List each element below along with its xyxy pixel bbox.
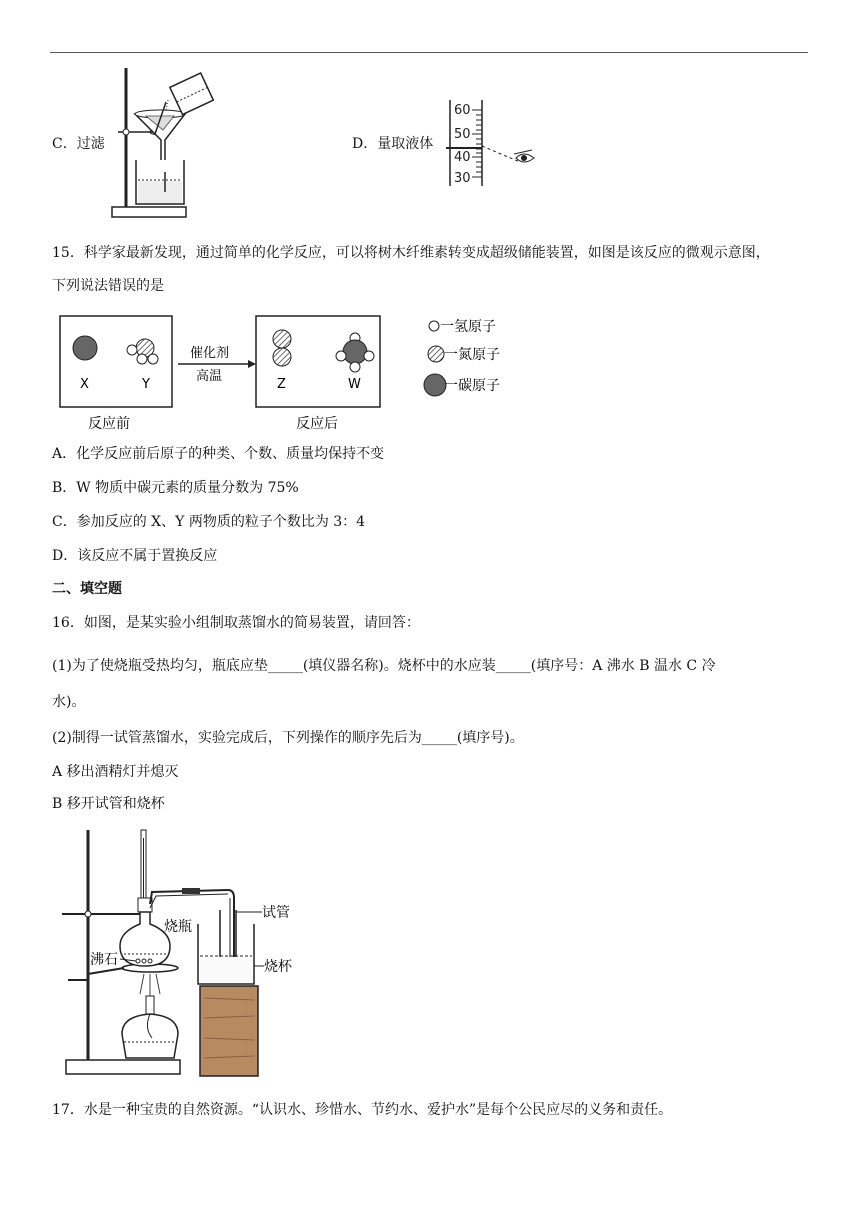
legend-hydrogen: 一氢原子 — [440, 319, 496, 335]
arrow-bottom-label: 高温 — [196, 369, 223, 384]
cylinder-tick-60: 60 — [454, 103, 471, 118]
section-title: 二、填空题 — [52, 581, 122, 597]
q16-choice-b: B 移开试管和烧杯 — [52, 796, 165, 812]
nitrogen-atom — [273, 348, 291, 366]
label-x: X — [80, 377, 89, 392]
filtration-apparatus-figure — [108, 64, 223, 220]
q16-part1-line1: (1)为了使烧瓶受热均匀，瓶底应垫_____(填仪器名称)。烧杯中的水应装_____(填序号：A 沸水 B 温水 C 冷 — [52, 658, 716, 674]
q15-option-c: C．参加反应的 X、Y 两物质的粒子个数比为 3：4 — [52, 514, 366, 530]
distillation-apparatus-figure — [58, 828, 308, 1080]
label-w: W — [348, 377, 361, 392]
hydrogen-atom — [148, 354, 158, 364]
beaker-label: 烧杯 — [264, 959, 292, 975]
test-tube-label: 试管 — [262, 905, 290, 921]
cylinder-tick-50: 50 — [454, 127, 471, 142]
graduated-cylinder-figure — [444, 98, 544, 190]
q15-stem-line2: 下列说法错误的是 — [52, 278, 164, 294]
legend-carbon-icon — [424, 374, 446, 396]
q15-stem-line1: 15．科学家最新发现，通过简单的化学反应，可以将树木纤维素转变成超级储能装置，如图是该反应的微观示意图， — [52, 245, 770, 261]
reaction-micro-diagram — [58, 312, 528, 438]
legend-nitrogen-icon — [428, 346, 444, 362]
legend-hydrogen-icon — [429, 321, 439, 331]
q14-option-d: D．量取液体 — [352, 136, 434, 152]
legend-nitrogen: 一氮原子 — [444, 347, 500, 363]
label-z: Z — [277, 377, 286, 392]
q15-option-a: A．化学反应前后原子的种类、个数、质量均保持不变 — [52, 446, 385, 462]
label-y: Y — [142, 377, 150, 392]
hydrogen-atom — [336, 351, 346, 361]
before-caption: 反应前 — [88, 416, 130, 432]
arrow-top-label: 催化剂 — [190, 346, 230, 361]
boiling-stone-label: 沸石 — [90, 952, 118, 968]
q17-stem: 17．水是一种宝贵的自然资源。“认识水、珍惜水、节约水、爱护水”是每个公民应尽的义务和责任。 — [52, 1102, 673, 1118]
flask-label: 烧瓶 — [164, 919, 192, 935]
legend-carbon: 一碳原子 — [444, 378, 500, 394]
nitrogen-atom — [273, 330, 291, 348]
q15-option-b: B．W 物质中碳元素的质量分数为 75% — [52, 480, 299, 496]
header-rule — [50, 52, 808, 53]
carbon-atom — [343, 340, 367, 364]
cylinder-tick-30: 30 — [454, 171, 471, 186]
q14-option-c: C．过滤 — [52, 136, 105, 152]
after-caption: 反应后 — [296, 416, 338, 432]
hydrogen-atom — [127, 345, 137, 355]
hydrogen-atom — [137, 354, 147, 364]
hydrogen-atom — [350, 362, 360, 372]
q16-stem: 16．如图，是某实验小组制取蒸馏水的简易装置，请回答： — [52, 615, 420, 631]
hydrogen-atom — [364, 351, 374, 361]
carbon-atom — [73, 336, 97, 360]
q15-option-d: D．该反应不属于置换反应 — [52, 548, 218, 564]
q16-choice-a: A 移出酒精灯并熄灭 — [52, 764, 179, 780]
cylinder-tick-40: 40 — [454, 150, 471, 165]
q16-part2: (2)制得一试管蒸馏水，实验完成后，下列操作的顺序先后为_____(填序号)。 — [52, 730, 524, 746]
q16-part1-line2: 水)。 — [52, 694, 86, 710]
